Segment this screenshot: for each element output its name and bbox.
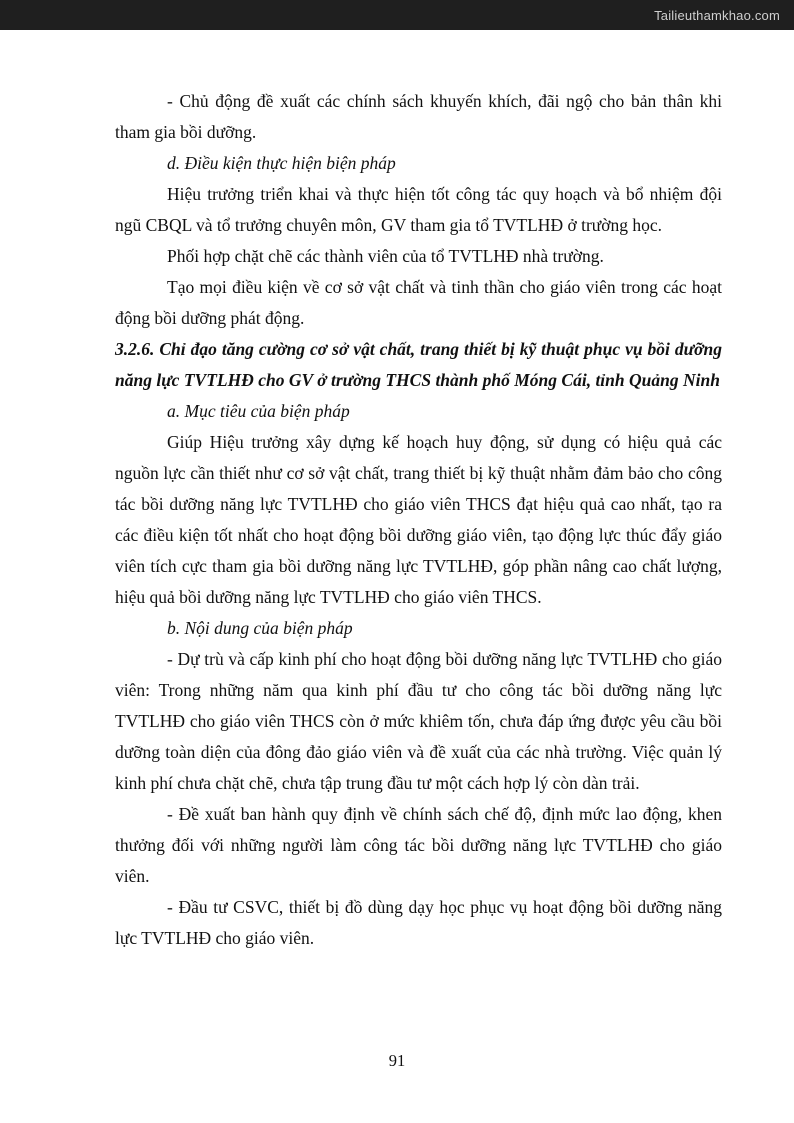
paragraph-bullet: - Dự trù và cấp kinh phí cho hoạt động bồi dưỡng năng lực TVTLHĐ cho giáo viên: Trong những năm qua kinh phí đầu tư cho công tác bồi dưỡng năng lực TVTLHĐ cho giáo viên THCS còn ở mức khiêm tốn, chưa đáp ứng được yêu cầu bồi dưỡng toàn diện của đông đảo giáo viên và đề xuất của các nhà trường. Việc quản lý kinh phí chưa chặt chẽ, chưa tập trung đầu tư một cách hợp lý còn dàn trải.	[115, 649, 722, 793]
subheading-b: b. Nội dung của biện pháp	[167, 618, 353, 638]
paragraph: Phối hợp chặt chẽ các thành viên của tổ TVTLHĐ nhà trường.	[167, 246, 604, 266]
page-content	[115, 86, 722, 954]
paragraph: Tạo mọi điều kiện về cơ sở vật chất và tinh thần cho giáo viên trong các hoạt động bồi dưỡng phát động.	[115, 277, 722, 328]
watermark-text: Tailieuthamkhao.com	[654, 7, 780, 23]
watermark-bar	[0, 0, 794, 30]
paragraph-bullet: - Đề xuất ban hành quy định về chính sách chế độ, định mức lao động, khen thưởng đối với những người làm công tác bồi dưỡng năng lực TVTLHĐ cho giáo viên.	[115, 804, 722, 886]
subheading-a: a. Mục tiêu của biện pháp	[167, 401, 350, 421]
paragraph: Giúp Hiệu trưởng xây dựng kế hoạch huy động, sử dụng có hiệu quả các nguồn lực cần thiết như cơ sở vật chất, trang thiết bị kỹ thuật nhằm đảm bảo cho công tác bồi dưỡng năng lực TVTLHĐ cho giáo viên THCS đạt hiệu quả cao nhất, tạo ra các điều kiện tốt nhất cho hoạt động bồi dưỡng giáo viên, tạo động lực thúc đẩy giáo viên tích cực tham gia bồi dưỡng năng lực TVTLHĐ, góp phần nâng cao chất lượng, hiệu quả bồi dưỡng năng lực TVTLHĐ cho giáo viên THCS.	[115, 432, 722, 607]
subheading-d: d. Điều kiện thực hiện biện pháp	[167, 153, 396, 173]
paragraph-bullet: - Chủ động đề xuất các chính sách khuyến khích, đãi ngộ cho bản thân khi tham gia bồi dưỡng.	[115, 91, 722, 142]
page-footer	[0, 1051, 794, 1071]
page-number: 91	[388, 1051, 406, 1070]
section-heading-3-2-6: 3.2.6. Chỉ đạo tăng cường cơ sở vật chất, trang thiết bị kỹ thuật phục vụ bồi dưỡng năng lực TVTLHĐ cho GV ở trường THCS thành phố Móng Cái, tỉnh Quảng Ninh	[115, 339, 722, 390]
paragraph: Hiệu trưởng triển khai và thực hiện tốt công tác quy hoạch và bổ nhiệm đội ngũ CBQL và tổ trưởng chuyên môn, GV tham gia tổ TVTLHĐ ở trường học.	[115, 184, 722, 235]
paragraph-bullet: - Đầu tư CSVC, thiết bị đồ dùng dạy học phục vụ hoạt động bồi dưỡng năng lực TVTLHĐ cho giáo viên.	[115, 897, 722, 948]
